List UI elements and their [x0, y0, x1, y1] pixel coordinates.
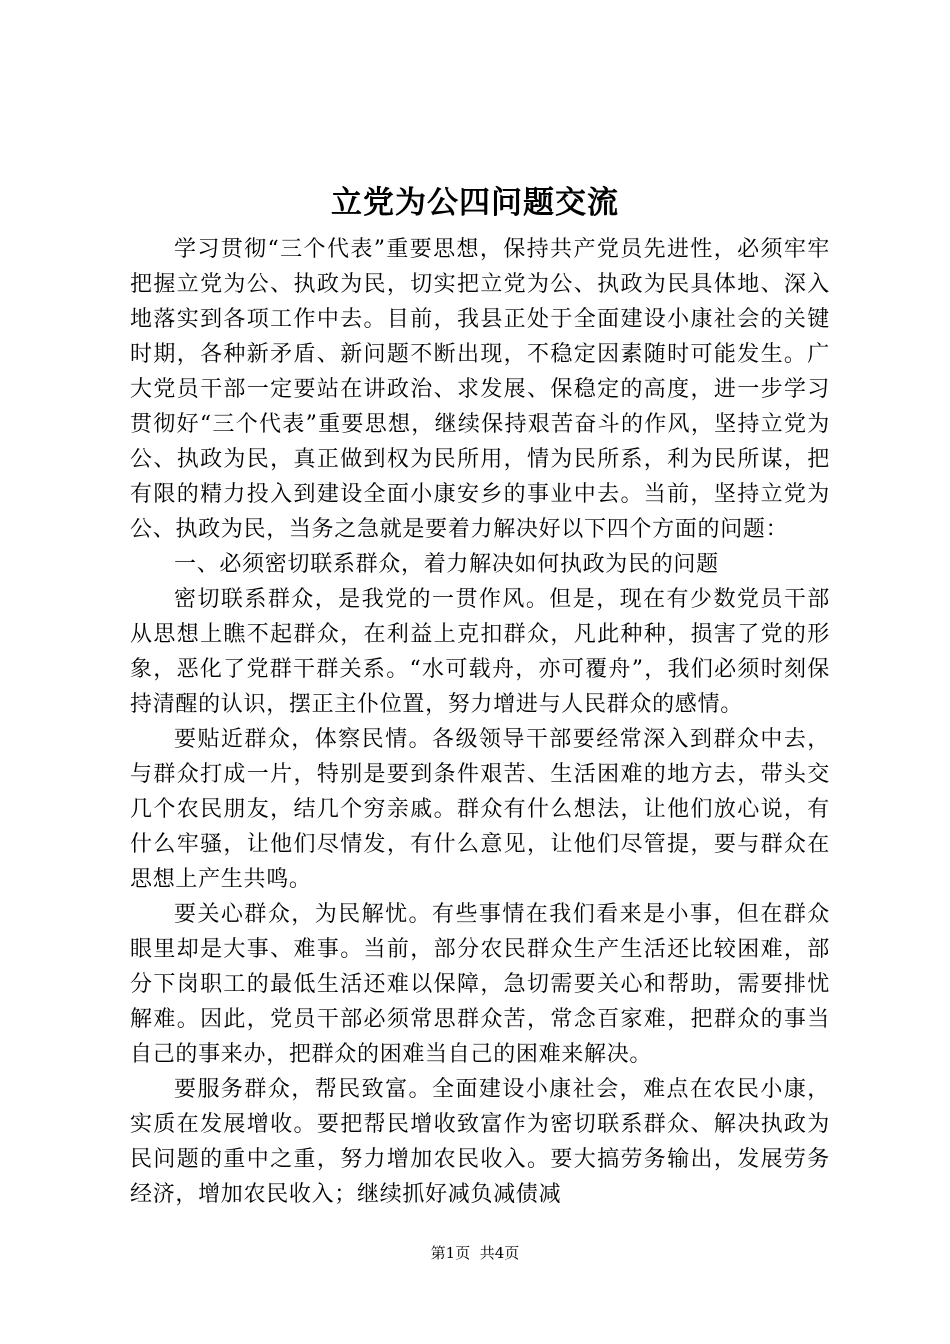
paragraph-contact-masses: 密切联系群众，是我党的一贯作风。但是，现在有少数党员干部从思想上瞧不起群众，在利益上克扣群众，凡此种种，损害了党的形象，恶化了党群干群关系。“水可载舟，亦可覆舟”，我们必须时刻保持清醒的认识，摆正主仆位置，努力增进与人民群众的感情。: [130, 587, 830, 717]
page-title: 立党为公四问题交流: [331, 185, 619, 221]
page-footer: [0, 1243, 950, 1263]
page-number-total: 共4页: [479, 1244, 520, 1262]
paragraph-close-to-masses: 要贴近群众，体察民情。各级领导干部要经常深入到群众中去，与群众打成一片，特别是要到条件艰苦、生活困难的地方去，带头交几个农民朋友，结几个穷亲戚。群众有什么想法，让他们放心说，有什么牢骚，让他们尽情发，有什么意见，让他们尽管提，要与群众在思想上产生共鸣。: [130, 727, 830, 892]
paragraph-serve-masses: 要服务群众，帮民致富。全面建设小康社会，难点在农民小康，实质在发展增收。要把帮民增收致富作为密切联系群众、解决执政为民问题的重中之重，努力增加农民收入。要大搞劳务输出，发展劳务经济，增加农民收入；继续抓好减负减债减: [130, 1077, 830, 1207]
section-heading-1: 一、必须密切联系群众，着力解决如何执政为民的问题: [174, 552, 719, 577]
document-body: [130, 232, 830, 1212]
paragraph-care-for-masses: 要关心群众，为民解忧。有些事情在我们看来是小事，但在群众眼里却是大事、难事。当前，部分农民群众生产生活还比较困难，部分下岗职工的最低生活还难以保障，急切需要关心和帮助，需要排忧解难。因此，党员干部必须常思群众苦，常念百家难，把群众的事当自己的事来办，把群众的困难当自己的困难来解决。: [130, 902, 830, 1067]
page-number-current: 第1页: [430, 1244, 471, 1262]
paragraph-intro: 学习贯彻“三个代表”重要思想，保持共产党员先进性，必须牢牢把握立党为公、执政为民，切实把立党为公、执政为民具体地、深入地落实到各项工作中去。目前，我县正处于全面建设小康社会的关键时期，各种新矛盾、新问题不断出现，不稳定因素随时可能发生。广大党员干部一定要站在讲政治、求发展、保稳定的高度，进一步学习贯彻好“三个代表”重要思想，继续保持艰苦奋斗的作风，坚持立党为公、执政为民，真正做到权为民所用，情为民所系，利为民所谋，把有限的精力投入到建设全面小康安乡的事业中去。当前，坚持立党为公、执政为民，当务之急就是要着力解决好以下四个方面的问题：: [130, 237, 830, 542]
